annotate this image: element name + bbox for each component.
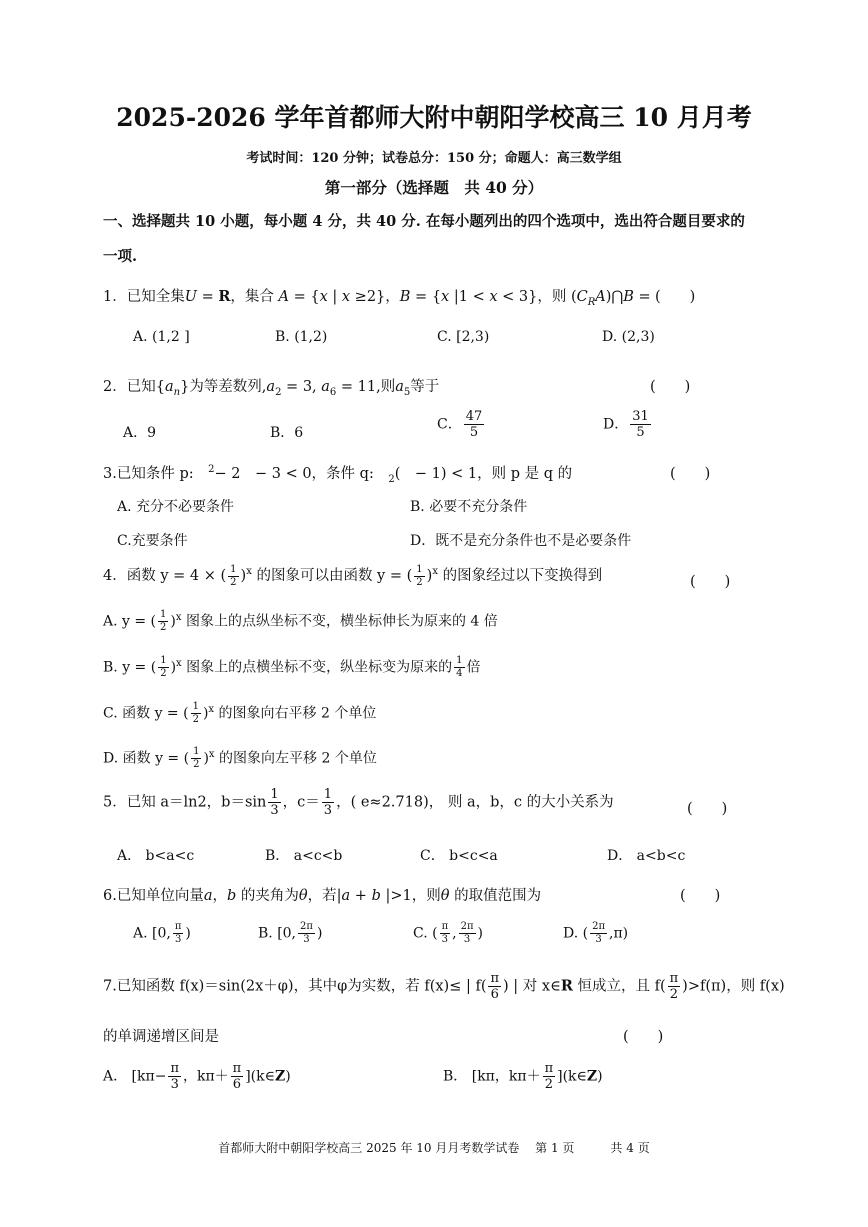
answer-paren-6: ( )	[680, 888, 721, 904]
option-4a: A. y = ( $\frac{1}{2}$ )$^x$ 图象上的点纵坐标不变，横坐标伸长为原来的 4 倍	[103, 609, 498, 633]
exam-meta: 考试时间：120 分钟；试卷总分：150 分；命题人：高三数学组	[246, 151, 622, 166]
option-7b: B． [kπ，kπ＋ $\frac{\pi}{2}$ ](k∈Z)	[443, 1061, 603, 1092]
option-5b: B． a<c<b	[265, 848, 343, 864]
section-instructions-cont: 一项.	[103, 248, 138, 265]
question-2: 2．已知$\{a_n\}$为等差数列$,a_2 = 3$, $a_6 = 11$,则$a_5$等于	[103, 379, 440, 398]
option-2d: D． $\frac{31}{5}$	[603, 409, 649, 440]
option-5c: C． b<c<a	[420, 848, 498, 864]
option-1d: D. (2,3)	[602, 329, 655, 345]
question-7: 7.已知函数 f(x)＝sin(2x＋φ)，其中φ为实数，若 f(x)≤ | f( $\frac{\pi}{6}$ ) | 对 x∈R 恒成立，且 f( $\frac{\pi}{2}$ )>f(π)，则 f(x)	[103, 971, 785, 1002]
question-1: 1．已知全集U = R，集合 A = {x | x ≥2}，B = {x |1 < x < 3}，则 $(C_RA)⋂B$ =	[103, 288, 651, 308]
question-5: 5．已知 a＝ln2，b＝sin $\frac{1}{3}$ ，c＝ $\frac{1}{3}$ ，( e≈2.718)， 则 a，b，c 的大小关系为	[103, 787, 614, 818]
option-4b: B. y = ( $\frac{1}{2}$ )$^x$ 图象上的点横坐标不变，纵坐标变为原来的 $\frac{1}{4}$ 倍	[103, 655, 481, 679]
option-2c: C． $\frac{47}{5}$	[437, 409, 483, 440]
answer-paren-1: ( )	[655, 289, 696, 305]
question-4: 4．函数 y = 4 × ( $\frac{1}{2}$ )$^x$ 的图象可以由函数 y = ( $\frac{1}{2}$ )$^x$ 的图象经过以下变换得到	[103, 563, 603, 588]
page-title: 2025-2026 学年首都师大附中朝阳学校高三 10 月月考	[116, 103, 752, 132]
answer-paren-5: ( )	[687, 801, 728, 817]
page-footer: 首都师大附中朝阳学校高三 2025 年 10 月月考数学试卷 第 1 页 共 4 页	[218, 1141, 650, 1155]
option-6a: A. [0, $\frac{\pi}{3}$ )	[133, 921, 191, 945]
option-6d: D. ( $\frac{2\pi}{3}$ ,π)	[563, 921, 629, 945]
answer-paren-7: ( )	[623, 1029, 664, 1045]
option-6b: B. [0, $\frac{2\pi}{3}$ )	[258, 921, 323, 945]
question-7-cont: 的单调递增区间是	[103, 1029, 219, 1045]
part-heading: 第一部分（选择题 共 40 分）	[324, 178, 544, 197]
option-4c: C. 函数 y = ( $\frac{1}{2}$ )$^x$ 的图象向右平移 2 个单位	[103, 701, 377, 725]
answer-paren-2: ( )	[650, 379, 691, 395]
option-3c: C.充要条件	[117, 533, 188, 549]
option-3d: D．既不是充分条件也不是必要条件	[410, 533, 632, 549]
option-1c: C. [2,3)	[437, 329, 490, 345]
question-3: 3.已知条件 p: $^2$− 2 − 3 < 0，条件 q: $_2$( − 1) < 1，则 p 是 q 的	[103, 464, 573, 485]
section-instructions: 一、选择题共 10 小题，每小题 4 分，共 40 分. 在每小题列出的四个选项中，选出符合题目要求的	[103, 213, 745, 230]
answer-paren-3: ( )	[670, 466, 711, 482]
option-5a: A． b<a<c	[117, 848, 195, 864]
option-1a: A. (1,2 ]	[133, 329, 190, 345]
option-6c: C. ( $\frac{\pi}{3}$ , $\frac{2\pi}{3}$ )	[413, 921, 484, 945]
option-2b: B．6	[270, 425, 304, 441]
option-3b: B. 必要不充分条件	[410, 499, 528, 515]
answer-paren-4: ( )	[690, 574, 731, 590]
option-3a: A. 充分不必要条件	[117, 499, 235, 515]
option-2a: A．9	[123, 425, 157, 441]
option-7a: A． [kπ− $\frac{\pi}{3}$ ，kπ＋ $\frac{\pi}{6}$ ](k∈Z)	[103, 1061, 291, 1092]
option-4d: D. 函数 y = ( $\frac{1}{2}$ )$^x$ 的图象向左平移 2 个单位	[103, 746, 377, 770]
question-6: 6.已知单位向量a，b 的夹角为θ，若|a + b |>1，则θ 的取值范围为	[103, 888, 542, 904]
option-5d: D． a<b<c	[607, 848, 686, 864]
option-1b: B. (1,2)	[275, 329, 328, 345]
